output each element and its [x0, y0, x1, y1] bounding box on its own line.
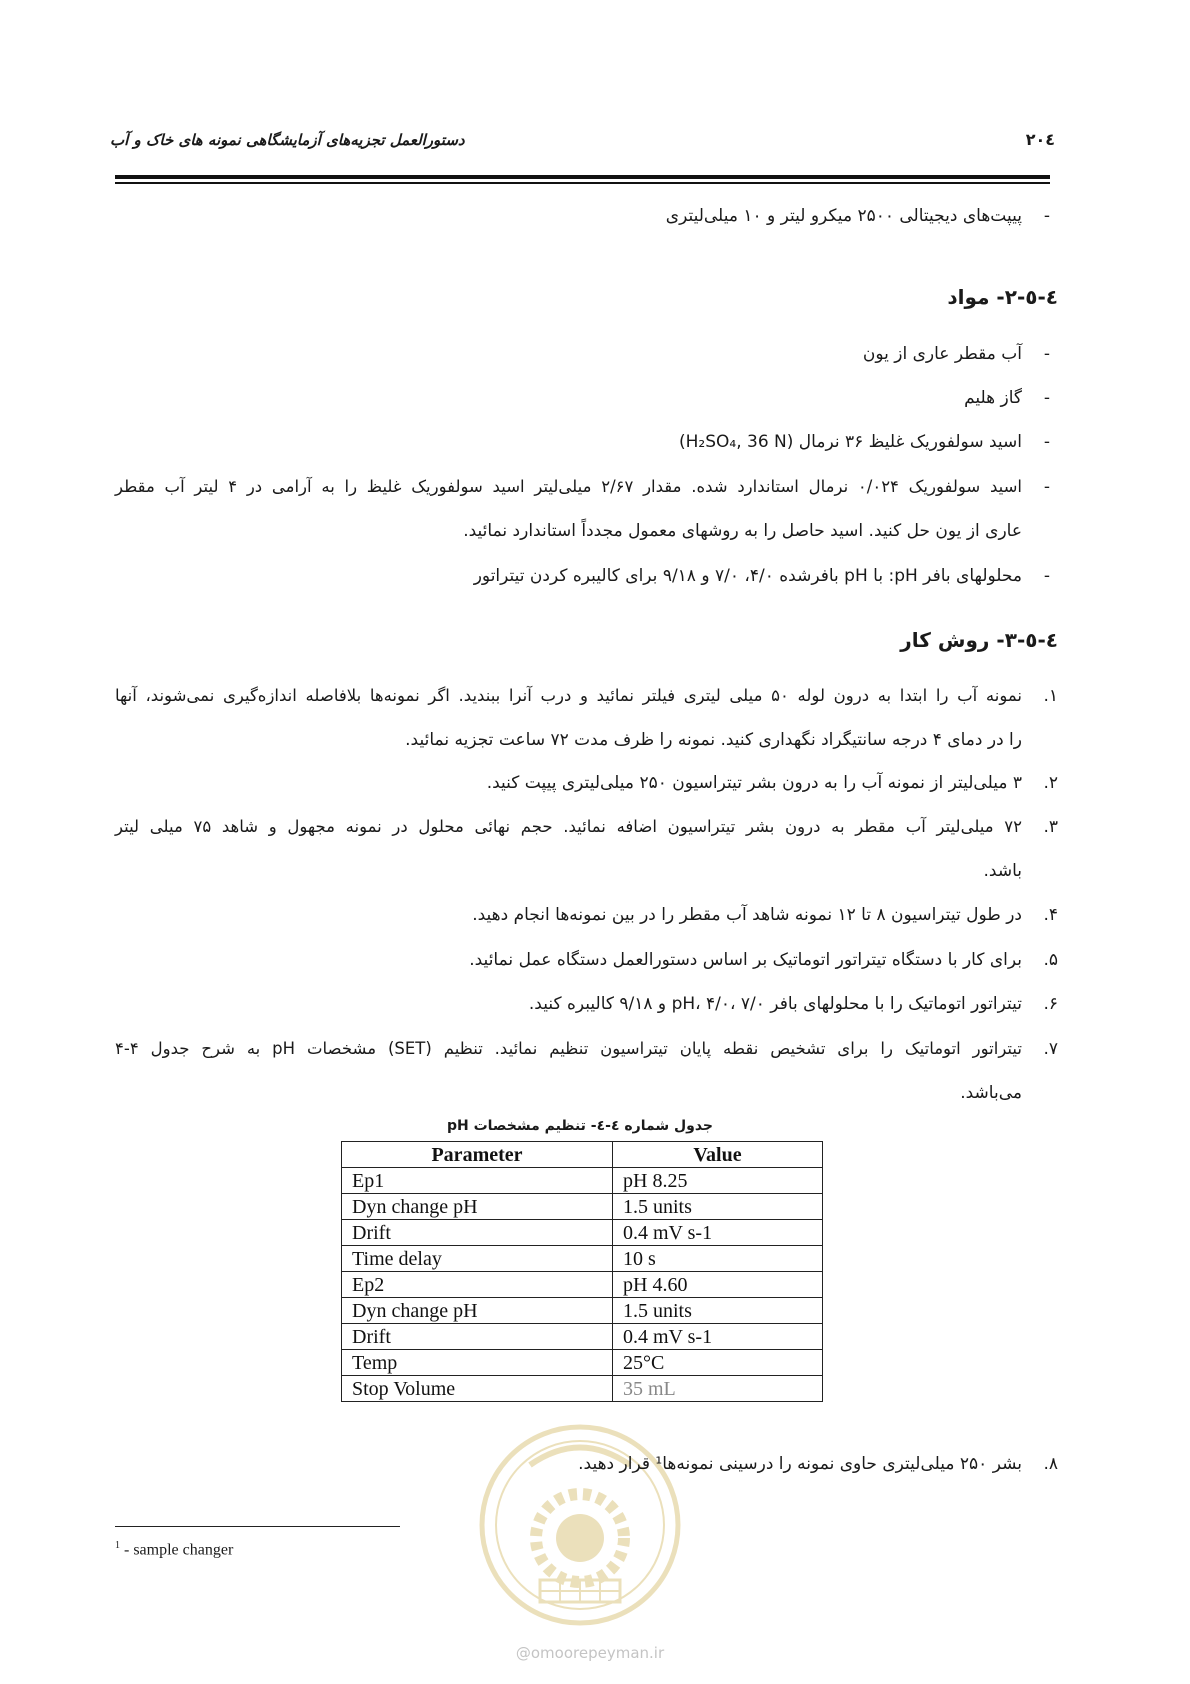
value-cell: 25°C [613, 1350, 823, 1376]
materials-item: گاز هلیم [964, 388, 1022, 408]
step-text: می‌باشد. [960, 1083, 1022, 1103]
value-cell: 10 s [613, 1246, 823, 1272]
step-text: باشد. [983, 861, 1022, 881]
table-row [342, 1376, 823, 1402]
value-cell: 0.4 mV s-1 [613, 1220, 823, 1246]
section-heading-procedure: ٤-٥-٣- روش کار [900, 628, 1058, 652]
value-cell: pH 8.25 [613, 1168, 823, 1194]
equipment-item: پیپت‌های دیجیتالی ۲۵۰۰ میکرو لیتر و ۱۰ میلی‌لیتری [665, 206, 1022, 226]
parameter-cell: Drift [342, 1324, 613, 1350]
step-text: تیتراتور اتوماتیک را با محلولهای بافر pH، ۴/۰، ۷/۰ و ۹/۱۸ کالیبره کنید. [528, 994, 1022, 1014]
bullet: - [1043, 477, 1050, 497]
materials-item: اسید سولفوریک غلیظ ۳۶ نرمال (H₂SO₄, 36 N) [678, 432, 1022, 452]
materials-item: آب مقطر عاری از یون [862, 344, 1022, 364]
step-number: ۳. [1043, 817, 1058, 837]
step-text: را در دمای ۴ درجه سانتیگراد نگهداری کنید. نمونه را ظرف مدت ۷۲ ساعت تجزیه نمائید. [405, 730, 1022, 750]
step-number: ۲. [1043, 773, 1058, 793]
step-text: ۷۲ میلی‌لیتر آب مقطر به درون بشر تیتراسیون اضافه نمائید. حجم نهائی محلول در نمونه مجهول و شاهد ۷۵ میلی لیتر [115, 817, 1022, 836]
footnote-rule [115, 1526, 400, 1527]
table-row [342, 1350, 823, 1376]
column-header-parameter: Parameter [342, 1142, 613, 1168]
ph-settings-table [341, 1141, 823, 1402]
value-cell: 35 mL [613, 1376, 823, 1402]
step-text: در طول تیتراسیون ۸ تا ۱۲ نمونه شاهد آب مقطر را در بین نمونه‌ها انجام دهید. [472, 905, 1022, 925]
step-text: بشر ۲۵۰ میلی‌لیتری حاوی نمونه را درسینی نمونه‌ها¹ قرار دهید. [578, 1454, 1022, 1474]
bullet: - [1043, 206, 1050, 226]
bullet: - [1043, 344, 1050, 364]
bullet: - [1043, 566, 1050, 586]
header-rule-thin [115, 182, 1050, 184]
watermark-seal-logo [475, 1420, 685, 1630]
value-cell: 1.5 units [613, 1298, 823, 1324]
step-text: ۳ میلی‌لیتر از نمونه آب را به درون بشر تیتراسیون ۲۵۰ میلی‌لیتری پیپت کنید. [486, 773, 1022, 793]
step-number: ۱. [1043, 686, 1058, 706]
step-number: ۵. [1043, 950, 1058, 970]
step-number: ۸. [1043, 1454, 1058, 1474]
bullet: - [1043, 388, 1050, 408]
watermark-text: @omoorepeyman.ir [515, 1644, 665, 1662]
table-row [342, 1324, 823, 1350]
step-text: نمونه آب را ابتدا به درون لوله ۵۰ میلی لیتری فیلتر نمائید و درب آنرا ببندید. اگر نمونه‌ها بلافاصله اندازه‌گیری نمی‌شوند، آنها [115, 686, 1022, 705]
step-number: ۶. [1043, 994, 1058, 1014]
parameter-cell: Ep2 [342, 1272, 613, 1298]
parameter-cell: Dyn change pH [342, 1298, 613, 1324]
table-row [342, 1272, 823, 1298]
page-number: ۲۰٤ [1025, 130, 1055, 149]
footnote-marker: 1 [115, 1540, 120, 1551]
parameter-cell: Time delay [342, 1246, 613, 1272]
table-row [342, 1246, 823, 1272]
table-row [342, 1194, 823, 1220]
parameter-cell: Ep1 [342, 1168, 613, 1194]
running-header-title: دستورالعمل تجزیه‌های آزمایشگاهی نمونه های خاک و آب [110, 131, 465, 149]
step-number: ۴. [1043, 905, 1058, 925]
table-row [342, 1298, 823, 1324]
table-header-row [342, 1142, 823, 1168]
parameter-cell: Dyn change pH [342, 1194, 613, 1220]
section-heading-materials: ٤-٥-٢- مواد [947, 285, 1058, 309]
value-cell: 1.5 units [613, 1194, 823, 1220]
materials-item-continued: عاری از یون حل کنید. اسید حاصل را به روشهای معمول مجدداً استاندارد نمائید. [463, 521, 1022, 541]
step-number: ۷. [1043, 1039, 1058, 1059]
materials-item: اسید سولفوریک ۰/۰۲۴ نرمال استاندارد شده. مقدار ۲/۶۷ میلی‌لیتر اسید سولفوریک غلیظ را به آرامی در ۴ لیتر آب مقطر [115, 477, 1023, 496]
header-rule-thick [115, 175, 1050, 179]
parameter-cell: Temp [342, 1350, 613, 1376]
step-text: برای کار با دستگاه تیتراتور اتوماتیک بر اساس دستورالعمل دستگاه عمل نمائید. [469, 950, 1022, 970]
value-cell: 0.4 mV s-1 [613, 1324, 823, 1350]
table-row [342, 1168, 823, 1194]
table-row [342, 1220, 823, 1246]
footnote [115, 1540, 233, 1559]
parameter-cell: Stop Volume [342, 1376, 613, 1402]
materials-item: محلولهای بافر pH: با pH بافرشده ۴/۰، ۷/۰ و ۹/۱۸ برای کالیبره کردن تیتراتور [473, 566, 1022, 586]
parameter-cell: Drift [342, 1220, 613, 1246]
column-header-value: Value [613, 1142, 823, 1168]
bullet: - [1043, 432, 1050, 452]
footnote-text: - sample changer [120, 1541, 234, 1559]
value-cell: pH 4.60 [613, 1272, 823, 1298]
table-caption: جدول شماره ٤-٤- تنظیم مشخصات pH [446, 1118, 714, 1134]
step-text: تیتراتور اتوماتیک را برای تشخیص نقطه پایان تیتراسیون تنظیم نمائید. تنظیم (SET) مشخصات pH به شرح جدول ۴-۴ [115, 1039, 1022, 1058]
